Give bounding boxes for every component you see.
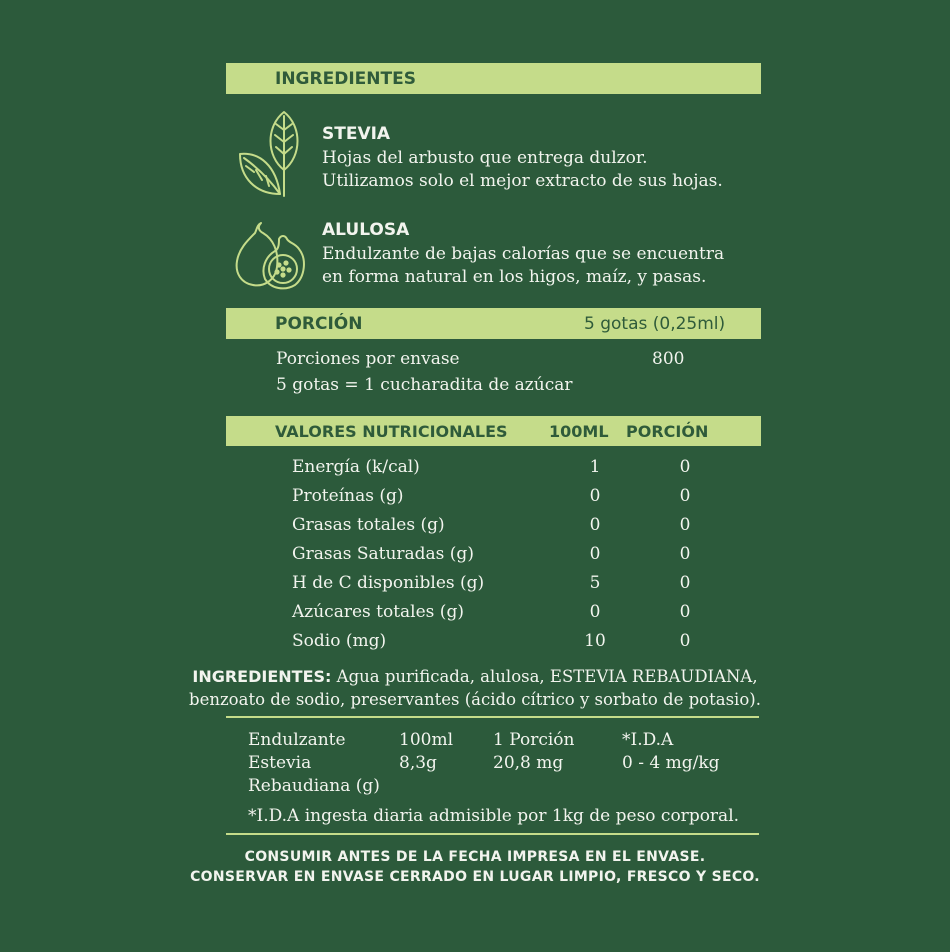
sweetener-per100: 8,3g: [399, 753, 437, 773]
stevia-line2: Utilizamos solo el mejor extracto de sus hojas.: [322, 171, 723, 191]
sweetener-header-portion: 1 Porción: [493, 730, 575, 750]
sweetener-portion: 20,8 mg: [493, 753, 564, 773]
nutrition-row-portion: 0: [679, 515, 691, 535]
nutrition-row-100ml: 0: [589, 515, 601, 535]
nutrition-row-100ml: 10: [584, 631, 606, 651]
alulosa-line2: en forma natural en los higos, maíz, y pasas.: [322, 267, 707, 287]
nutrition-row-portion: 0: [679, 486, 691, 506]
nutrition-row: [0, 457, 950, 485]
nutrition-row-100ml: 0: [589, 486, 601, 506]
nutrition-row-name: Grasas totales (g): [292, 515, 445, 535]
nutrition-row-name: Energía (k/cal): [292, 457, 420, 477]
nutrition-row: [0, 486, 950, 514]
nutrition-row: [0, 573, 950, 601]
fig-icon: [233, 221, 308, 293]
stevia-line1: Hojas del arbusto que entrega dulzor.: [322, 148, 648, 168]
ingredients-list-text1: Agua purificada, alulosa, ESTEVIA REBAUDIANA,: [331, 667, 758, 686]
nutrition-row-100ml: 1: [589, 457, 601, 477]
portion-title: PORCIÓN: [275, 314, 363, 334]
ingredients-header-title: INGREDIENTES: [275, 69, 416, 89]
portion-value: 5 gotas (0,25ml): [584, 314, 726, 334]
sweetener-footnote: *I.D.A ingesta diaria admisible por 1kg de peso corporal.: [248, 806, 740, 826]
footer-line2: CONSERVAR EN ENVASE CERRADO EN LUGAR LIMPIO, FRESCO Y SECO.: [190, 869, 760, 885]
nutrition-row-portion: 0: [679, 573, 691, 593]
divider-bottom: [226, 833, 759, 835]
ingredients-list-line2: benzoato de sodio, preservantes (ácido cítrico y sorbato de potasio).: [189, 690, 761, 709]
divider-top: [226, 716, 759, 718]
nutrition-row-name: Sodio (mg): [292, 631, 387, 651]
nutrition-row-name: Grasas Saturadas (g): [292, 544, 474, 564]
sweetener-ida: 0 - 4 mg/kg: [622, 753, 720, 773]
nutrition-row-portion: 0: [679, 457, 691, 477]
nutrition-header: VALORES NUTRICIONALES: [275, 422, 508, 441]
alulosa-line1: Endulzante de bajas calorías que se encuentra: [322, 244, 725, 264]
nutrition-row-100ml: 5: [589, 573, 601, 593]
nutrition-col-100ml: 100ML: [549, 422, 609, 441]
nutrition-col-portion: PORCIÓN: [626, 422, 709, 441]
sweetener-header-100ml: 100ml: [399, 730, 454, 750]
portions-per-container-value: 800: [652, 349, 685, 369]
nutrition-row: [0, 602, 950, 630]
portion-equivalence: 5 gotas = 1 cucharadita de azúcar: [276, 375, 573, 395]
sweetener-header-name: Endulzante: [248, 730, 346, 750]
nutrition-row-portion: 0: [679, 602, 691, 622]
nutrition-row-100ml: 0: [589, 602, 601, 622]
sweetener-name-line1: Estevia: [248, 753, 312, 773]
footer-line1: CONSUMIR ANTES DE LA FECHA IMPRESA EN EL ENVASE.: [244, 849, 706, 865]
nutrition-row-name: Azúcares totales (g): [292, 602, 464, 622]
sweetener-header-ida: *I.D.A: [622, 730, 674, 750]
ingredients-header-band: [226, 63, 761, 94]
nutrition-row: [0, 515, 950, 543]
ingredients-list-line1: [0, 666, 950, 688]
sweetener-name-line2: Rebaudiana (g): [248, 776, 380, 796]
nutrition-row-portion: 0: [679, 544, 691, 564]
nutrition-row-name: H de C disponibles (g): [292, 573, 485, 593]
stevia-title: STEVIA: [322, 124, 391, 144]
portion-header-band: [226, 308, 761, 339]
leaf-icon: [236, 108, 306, 203]
nutrition-row-100ml: 0: [589, 544, 601, 564]
ingredients-list-label: INGREDIENTES:: [192, 667, 332, 686]
nutrition-header-band: [226, 416, 761, 446]
nutrition-row: [0, 631, 950, 659]
alulosa-title: ALULOSA: [322, 220, 410, 240]
nutrition-row: [0, 544, 950, 572]
portions-per-container-label: Porciones por envase: [276, 349, 460, 369]
nutrition-row-name: Proteínas (g): [292, 486, 404, 506]
nutrition-row-portion: 0: [679, 631, 691, 651]
